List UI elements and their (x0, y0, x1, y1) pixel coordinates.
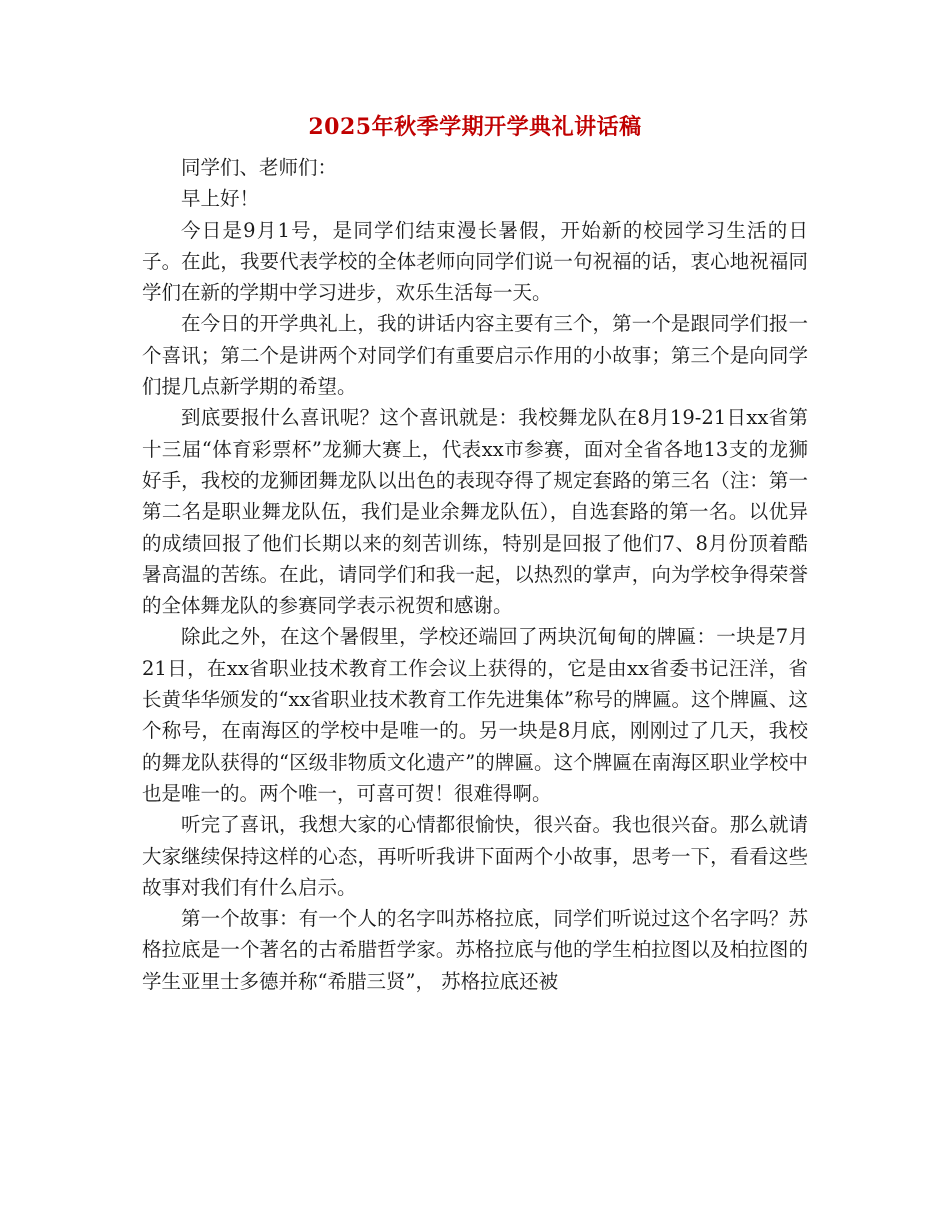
body-paragraph: 第一个故事：有一个人的名字叫苏格拉底，同学们听说过这个名字吗？苏格拉底是一个著名的古希腊哲学家。苏格拉底与他的学生柏拉图以及柏拉图的学生亚里士多德并称“希腊三贤”， 苏格拉底还被 (142, 907, 808, 993)
body-paragraph: 在今日的开学典礼上，我的讲话内容主要有三个，第一个是跟同学们报一个喜讯；第二个是讲两个对同学们有重要启示作用的小故事；第三个是向同学们提几点新学期的希望。 (142, 312, 808, 399)
document-title: 2025年秋季学期开学典礼讲话稿 (308, 114, 642, 140)
salutation-paragraph: 同学们、老师们： (181, 156, 338, 179)
greeting-paragraph: 早上好！ (181, 187, 260, 211)
body-paragraph: 今日是9月1号，是同学们结束漫长暑假，开始新的校园学习生活的日子。在此，我要代表学校的全体老师向同学们说一句祝福的话，衷心地祝福同学们在新的学期中学习进步，欢乐生活每一天。 (142, 218, 808, 305)
body-paragraph: 听完了喜讯，我想大家的心情都很愉快，很兴奋。我也很兴奋。那么就请大家继续保持这样的心态，再听听我讲下面两个小故事，思考一下，看看这些故事对我们有什么启示。 (142, 813, 808, 899)
document-body (142, 152, 808, 997)
body-paragraph: 除此之外，在这个暑假里，学校还端回了两块沉甸甸的牌匾：一块是7月21日，在xx省职业技术教育工作会议上获得的，它是由xx省委书记汪洋，省长黄华华颁发的“xx省职业技术教育工作先进集体”称号的牌匾。这个牌匾、这个称号，在南海区的学校中是唯一的。另一块是8月底，刚刚过了几天，我校的舞龙队获得的“区级非物质文化遗产”的牌匾。这个牌匾在南海区职业学校中也是唯一的。两个唯一，可喜可贺！很难得啊。 (142, 625, 808, 805)
body-paragraph: 到底要报什么喜讯呢？这个喜讯就是：我校舞龙队在8月19-21日xx省第十三届“体育彩票杯”龙狮大赛上，代表xx市参赛，面对全省各地13支的龙狮好手，我校的龙狮团舞龙队以出色的表现夺得了规定套路的第三名（注：第一第二名是职业舞龙队伍，我们是业余舞龙队伍），自选套路的第一名。以优异的成绩回报了他们长期以来的刻苦训练，特别是回报了他们7、8月份顶着酷暑高温的苦练。在此，请同学们和我一起，以热烈的掌声，向为学校争得荣誉的全体舞龙队的参赛同学表示祝贺和感谢。 (142, 406, 808, 618)
